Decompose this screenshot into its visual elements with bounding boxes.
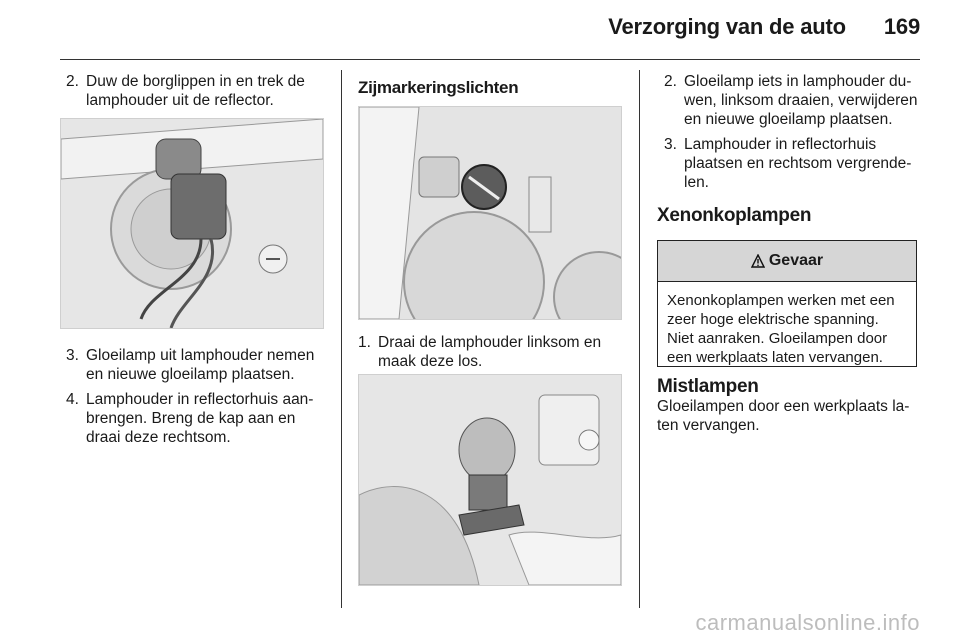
section-heading: Zijmarkeringslichten (358, 78, 519, 97)
section-heading: Xenonkoplampen (657, 205, 812, 226)
danger-box-header (658, 241, 916, 282)
page-number: 169 (883, 14, 920, 39)
watermark: carmanualsonline.info (695, 610, 920, 635)
lamp-holder-drawing (61, 119, 323, 328)
step-text: Draai de lamphouder linksom en maak deze los. (378, 334, 602, 370)
danger-box (657, 240, 917, 367)
step-text: Gloeilamp uit lamphouder nemen en nieuwe gloeilamp plaatsen. (86, 347, 315, 383)
step-text: Gloeilamp iets in lamphouder du-wen, linksom draaien, verwijderen en nieuwe gloeilamp plaatsen. (684, 73, 918, 128)
lamp-holder-illustration (60, 118, 324, 329)
step-number: 3. (664, 136, 677, 153)
instruction-step (66, 390, 326, 447)
step-text: Duw de borglippen in en trek de lamphouder uit de reflector. (86, 73, 305, 109)
instruction-step (664, 72, 920, 129)
side-marker-illustration (358, 106, 622, 320)
header-divider (60, 59, 920, 60)
step-number: 3. (66, 347, 79, 364)
instruction-step (664, 135, 920, 192)
section-title: Verzorging van de auto (608, 14, 846, 39)
instruction-step (66, 72, 326, 110)
step-number: 2. (664, 73, 677, 90)
column-divider-1 (341, 70, 342, 608)
mist-section (657, 377, 919, 435)
bulb-removal-illustration (358, 374, 622, 586)
danger-box-text: Xenonkoplampen werken met een zeer hoge elektrische spanning. Niet aanraken. Gloeilampen door een werkplaats laten vervangen. (667, 292, 895, 366)
instruction-step (66, 346, 326, 384)
column-1 (66, 72, 326, 110)
warning-triangle-icon (751, 254, 765, 268)
section-heading: Mistlampen (657, 376, 759, 397)
section-body: Gloeilampen door een werkplaats la-ten vervangen. (657, 398, 910, 434)
step-number: 4. (66, 391, 79, 408)
side-marker-drawing (359, 107, 621, 319)
step-number: 1. (358, 334, 371, 351)
column-2-continued (358, 333, 620, 371)
column-divider-2 (639, 70, 640, 608)
instruction-step (358, 333, 620, 371)
step-text: Lamphouder in reflectorhuis plaatsen en rechtsom vergrende-len. (684, 136, 912, 191)
column-3 (664, 72, 920, 192)
xenon-section (657, 206, 919, 225)
step-text: Lamphouder in reflectorhuis aan-brengen. Breng de kap aan en draai deze rechtsom. (86, 391, 314, 446)
bulb-removal-drawing (359, 375, 621, 585)
column-2 (358, 78, 620, 97)
page-header (608, 14, 920, 40)
danger-box-title: Gevaar (768, 252, 824, 269)
step-number: 2. (66, 73, 79, 90)
column-1-continued (66, 346, 326, 447)
